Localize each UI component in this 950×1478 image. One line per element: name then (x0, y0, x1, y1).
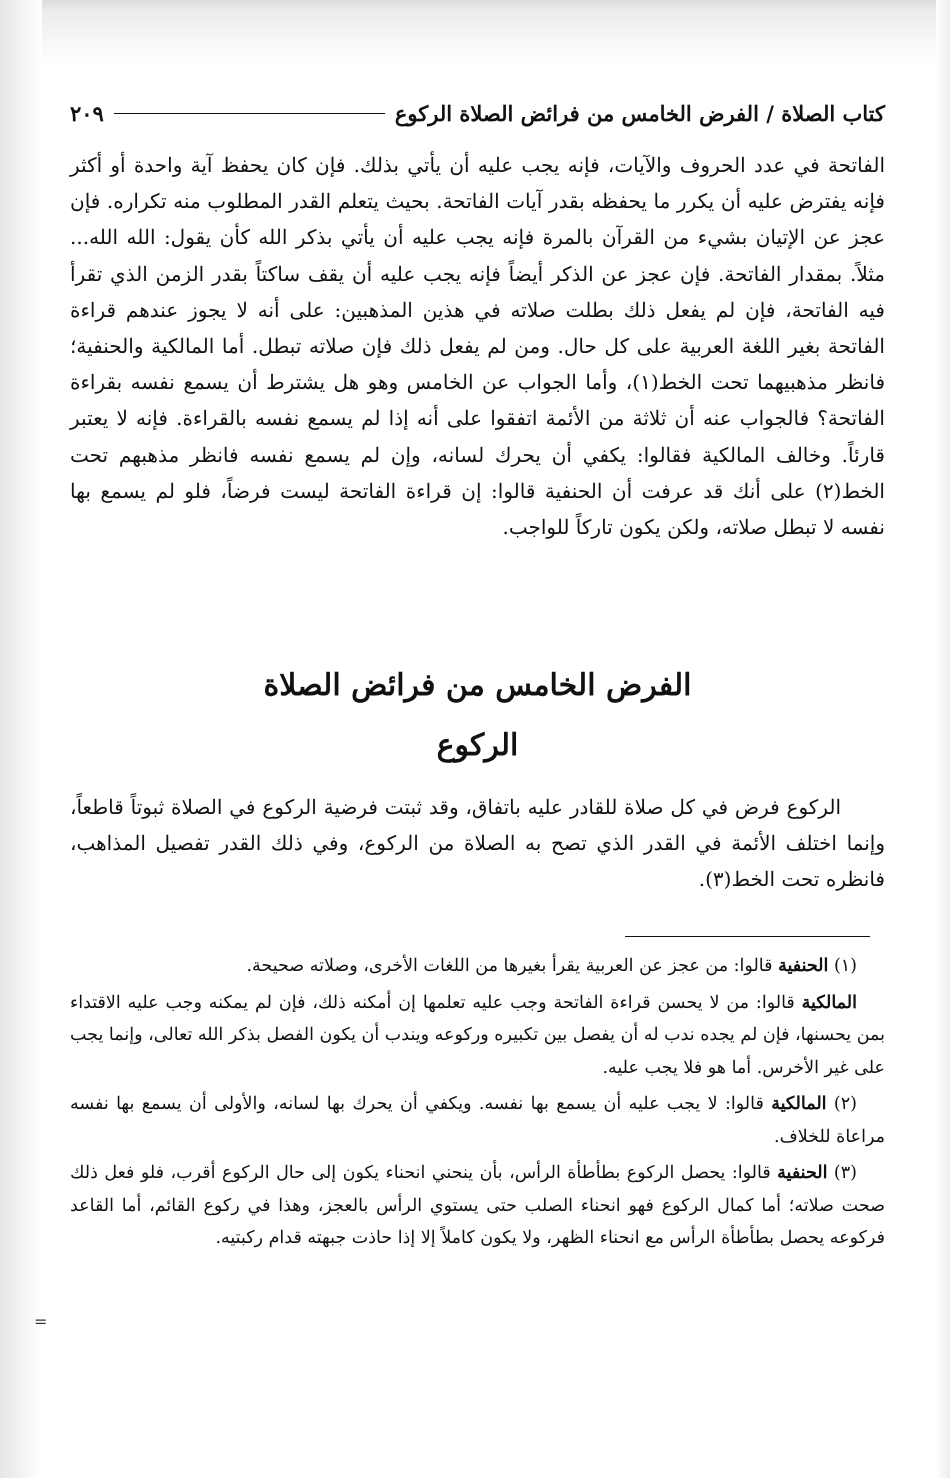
section-paragraph: الركوع فرض في كل صلاة للقادر عليه باتفاق، وقد ثبتت فرضية الركوع في الصلاة ثبوتاً قاطعاً، وإنما اختلف الأئمة في القدر الذي تصح به الصلاة من الركوع، وفي ذلك القدر تفصيل المذاهب، فانظره تحت الخط(٣). (70, 795, 885, 892)
footnote-rule (625, 936, 870, 937)
footnote-number: (١) (833, 956, 857, 976)
footnote-3 (70, 1157, 885, 1255)
footnote-2 (70, 1088, 885, 1153)
scan-edge-top (0, 0, 950, 70)
footnote-text: قالوا: من عجز عن العربية يقرأ بغيرها من اللغات الأخرى، وصلاته صحيحة. (246, 956, 773, 976)
footnote-text: قالوا: من لا يحسن قراءة الفاتحة وجب عليه تعلمها إن أمكنه ذلك، فإن لم يمكنه وجب عليه الاقتداء بمن يحسنها، فإن لم يجده ندب له أن يفصل بين تكبيره وركوعه ويندب أن يكون الفصل بذكر الله تعالى، وإنما يجب على غير الأخرس. أما هو فلا يجب عليه. (70, 992, 885, 1078)
footnote-1 (70, 950, 885, 983)
header-rule (114, 113, 385, 114)
running-header-title: كتاب الصلاة / الفرض الخامس من فرائض الصلاة الركوع (394, 100, 885, 126)
footnote-text: قالوا: لا يجب عليه أن يسمع بها نفسه. ويكفي أن يحرك بها لسانه، والأولى أن يسمع بها نفسه مراعاة للخلاف. (70, 1094, 885, 1147)
margin-mark: = (34, 1312, 48, 1331)
footnote-school: الحنفية (778, 956, 829, 976)
body-paragraph: الفاتحة في عدد الحروف والآيات، فإنه يجب عليه أن يأتي بذلك. فإن كان يحفظ آية واحدة أو أكثر فإنه يفترض عليه أن يكرر ما يحفظه بقدر آيات الفاتحة. بحيث يتعلم القدر المطلوب منه تكراره. فإن عجز عن الإتيان بشيء من القرآن بالمرة فإنه يجب عليه أن يأتي بذكر الله كأن يقول: الله الله... مثلاً. بمقدار الفاتحة. فإن عجز عن الذكر أيضاً فإنه يجب عليه أن يقف ساكتاً بقدر الزمن الذي تقرأ فيه الفاتحة، فإن لم يفعل ذلك بطلت صلاته في هذين المذهبين: على أنه لا يجوز عندهم قراءة الفاتحة بغير اللغة العربية على كل حال. ومن لم يفعل ذلك فإن صلاته تبطل. أما المالكية والحنفية؛ فانظر مذهبيهما تحت الخط(١)، وأما الجواب عن الخامس وهو هل يشترط أن يسمع نفسه بقراءة الفاتحة؟ فالجواب عنه أن ثلاثة من الأئمة اتفقوا على أنه إذا لم يسمع نفسه بالقراءة. فإنه لا يعتبر قارئاً. وخالف المالكية فقالوا: يكفي أن يحرك لسانه، وإن لم يسمع نفسه فانظر مذهبهم تحت الخط(٢) على أنك قد عرفت أن الحنفية قالوا: إن قراءة الفاتحة ليست فرضاً، فلو لم يسمع بها نفسه لا تبطل صلاته، ولكن يكون تاركاً للواجب. (70, 153, 886, 540)
page-number: ٢٠٩ (70, 100, 104, 126)
footnote-school: المالكية (771, 1094, 827, 1114)
footnote-school: الحنفية (777, 1163, 828, 1183)
section-title: الفرض الخامس من فرائض الصلاة (263, 668, 692, 703)
running-header (70, 96, 885, 130)
scan-edge-right (936, 0, 950, 1478)
footnote-school: المالكية (801, 992, 857, 1013)
section-subtitle: الركوع (436, 728, 519, 763)
footnote-number: (٢) (833, 1094, 857, 1114)
footnote-number: (٣) (833, 1163, 857, 1183)
footnotes (70, 950, 885, 1259)
footnote-text: قالوا: يحصل الركوع بطأطأة الرأس، بأن ينحني انحناء يكون إلى حال الركوع أقرب، فلو فعل ذلك صحت صلاته؛ أما كمال الركوع فهو انحناء الصلب حتى يستوي الرأس بالعجز، وهذا في ركوع القائم، أما القاعد فركوعه يحصل بطأطأة الرأس مع انحناء الظهر، ولا يكون كاملاً إلا إذا حاذت جبهته قدام ركبتيه. (70, 1163, 885, 1248)
footnote-1-continued (70, 987, 885, 1085)
scan-edge-left (0, 0, 42, 1478)
